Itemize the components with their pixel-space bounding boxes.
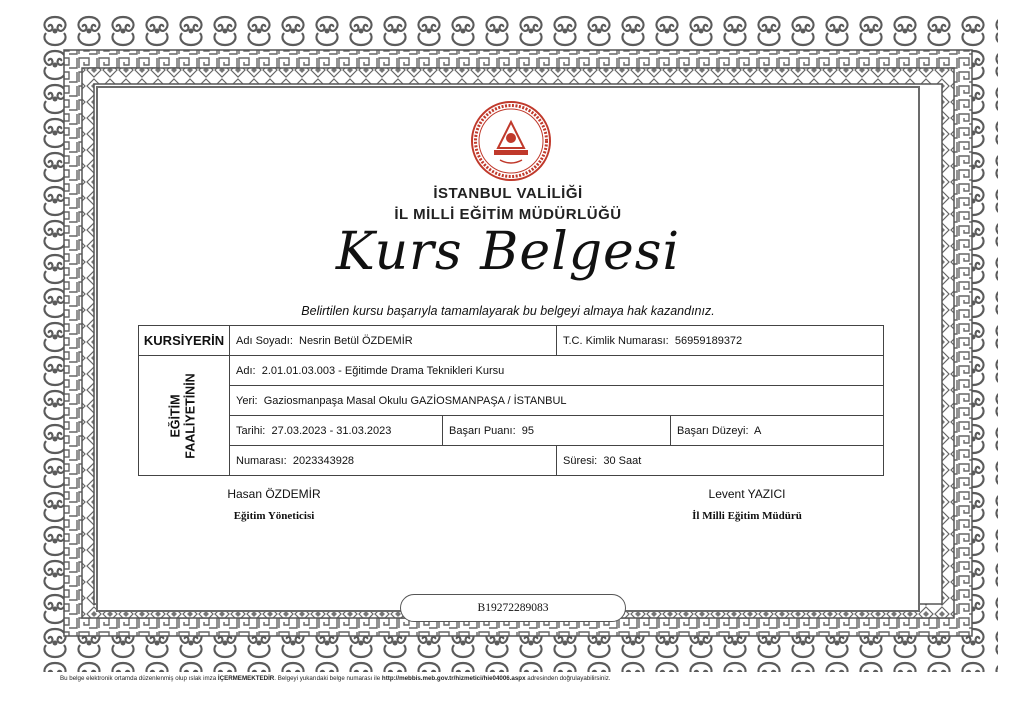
section-activity-line-1: EĞİTİM bbox=[168, 393, 183, 438]
score-cell bbox=[443, 416, 671, 446]
number-value: 2023343928 bbox=[292, 454, 355, 467]
table-row bbox=[139, 446, 884, 476]
course-label: Adı: bbox=[236, 364, 256, 377]
right-signer-role: İl Milli Eğitim Müdürü bbox=[692, 510, 802, 522]
document-number: B19272289083 bbox=[400, 594, 626, 622]
verification-footer bbox=[60, 675, 611, 682]
course-cell bbox=[230, 356, 884, 386]
number-label: Numarası: bbox=[236, 454, 287, 467]
footer-part-2: . Belgeyi yukarıdaki belge numarası ile bbox=[274, 675, 382, 682]
footer-part-1: Bu belge elektronik ortamda düzenlenmiş olup ıslak imza bbox=[60, 675, 218, 682]
duration-cell bbox=[557, 446, 884, 476]
place-label: Yeri: bbox=[236, 394, 258, 407]
course-value: 2.01.01.03.003 - Eğitimde Drama Teknikleri Kursu bbox=[261, 364, 505, 377]
name-label: Adı Soyadı: bbox=[236, 334, 293, 347]
score-label: Başarı Puanı: bbox=[449, 424, 516, 437]
footer-bold-1: İÇERMEMEKTEDİR bbox=[217, 675, 275, 682]
verification-link[interactable]: http://mebbis.meb.gov.tr/hizmetici/hie04006.aspx bbox=[381, 675, 526, 682]
name-value: Nesrin Betül ÖZDEMİR bbox=[299, 334, 413, 347]
duration-value: 30 Saat bbox=[603, 454, 642, 467]
table-row bbox=[139, 356, 884, 386]
section-activity-line-2: FAALİYETİNİN bbox=[183, 372, 198, 459]
issuer-line-2: İL MİLLİ EĞİTİM MÜDÜRLÜĞÜ bbox=[394, 206, 622, 223]
table-row bbox=[139, 386, 884, 416]
place-value: Gaziosmanpaşa Masal Okulu GAZİOSMANPAŞA / İSTANBUL bbox=[263, 394, 567, 407]
duration-label: Süresi: bbox=[563, 454, 598, 467]
name-cell bbox=[230, 326, 557, 356]
tc-label: T.C. Kimlik Numarası: bbox=[563, 334, 669, 347]
score-value: 95 bbox=[521, 424, 535, 437]
ministry-seal-icon bbox=[470, 100, 552, 182]
date-cell bbox=[230, 416, 443, 446]
level-value: A bbox=[754, 424, 762, 437]
certificate-info-table bbox=[138, 325, 884, 476]
footer-part-3: adresinden doğrulayabilirsiniz. bbox=[525, 675, 611, 682]
left-signature bbox=[194, 487, 354, 522]
section-activity-label bbox=[139, 356, 230, 476]
subtitle: Belirtilen kursu başarıyla tamamlayarak bu belgeyi almaya hak kazandınız. bbox=[301, 304, 715, 318]
level-cell bbox=[671, 416, 884, 446]
right-signature bbox=[662, 487, 832, 522]
number-cell bbox=[230, 446, 557, 476]
tc-value: 56959189372 bbox=[674, 334, 743, 347]
place-cell bbox=[230, 386, 884, 416]
table-row bbox=[139, 416, 884, 446]
tc-cell bbox=[557, 326, 884, 356]
level-label: Başarı Düzeyi: bbox=[677, 424, 749, 437]
table-row bbox=[139, 326, 884, 356]
date-value: 27.03.2023 - 31.03.2023 bbox=[271, 424, 392, 437]
document-title: Kurs Belgesi bbox=[335, 222, 681, 282]
section-trainee-label: KURSİYERİN bbox=[139, 326, 230, 356]
issuer-line-1: İSTANBUL VALİLİĞİ bbox=[433, 185, 583, 202]
date-label: Tarihi: bbox=[236, 424, 266, 437]
left-signer-role: Eğitim Yöneticisi bbox=[233, 510, 315, 522]
left-signer-name: Hasan ÖZDEMİR bbox=[227, 487, 321, 501]
right-signer-name: Levent YAZICI bbox=[708, 487, 786, 501]
